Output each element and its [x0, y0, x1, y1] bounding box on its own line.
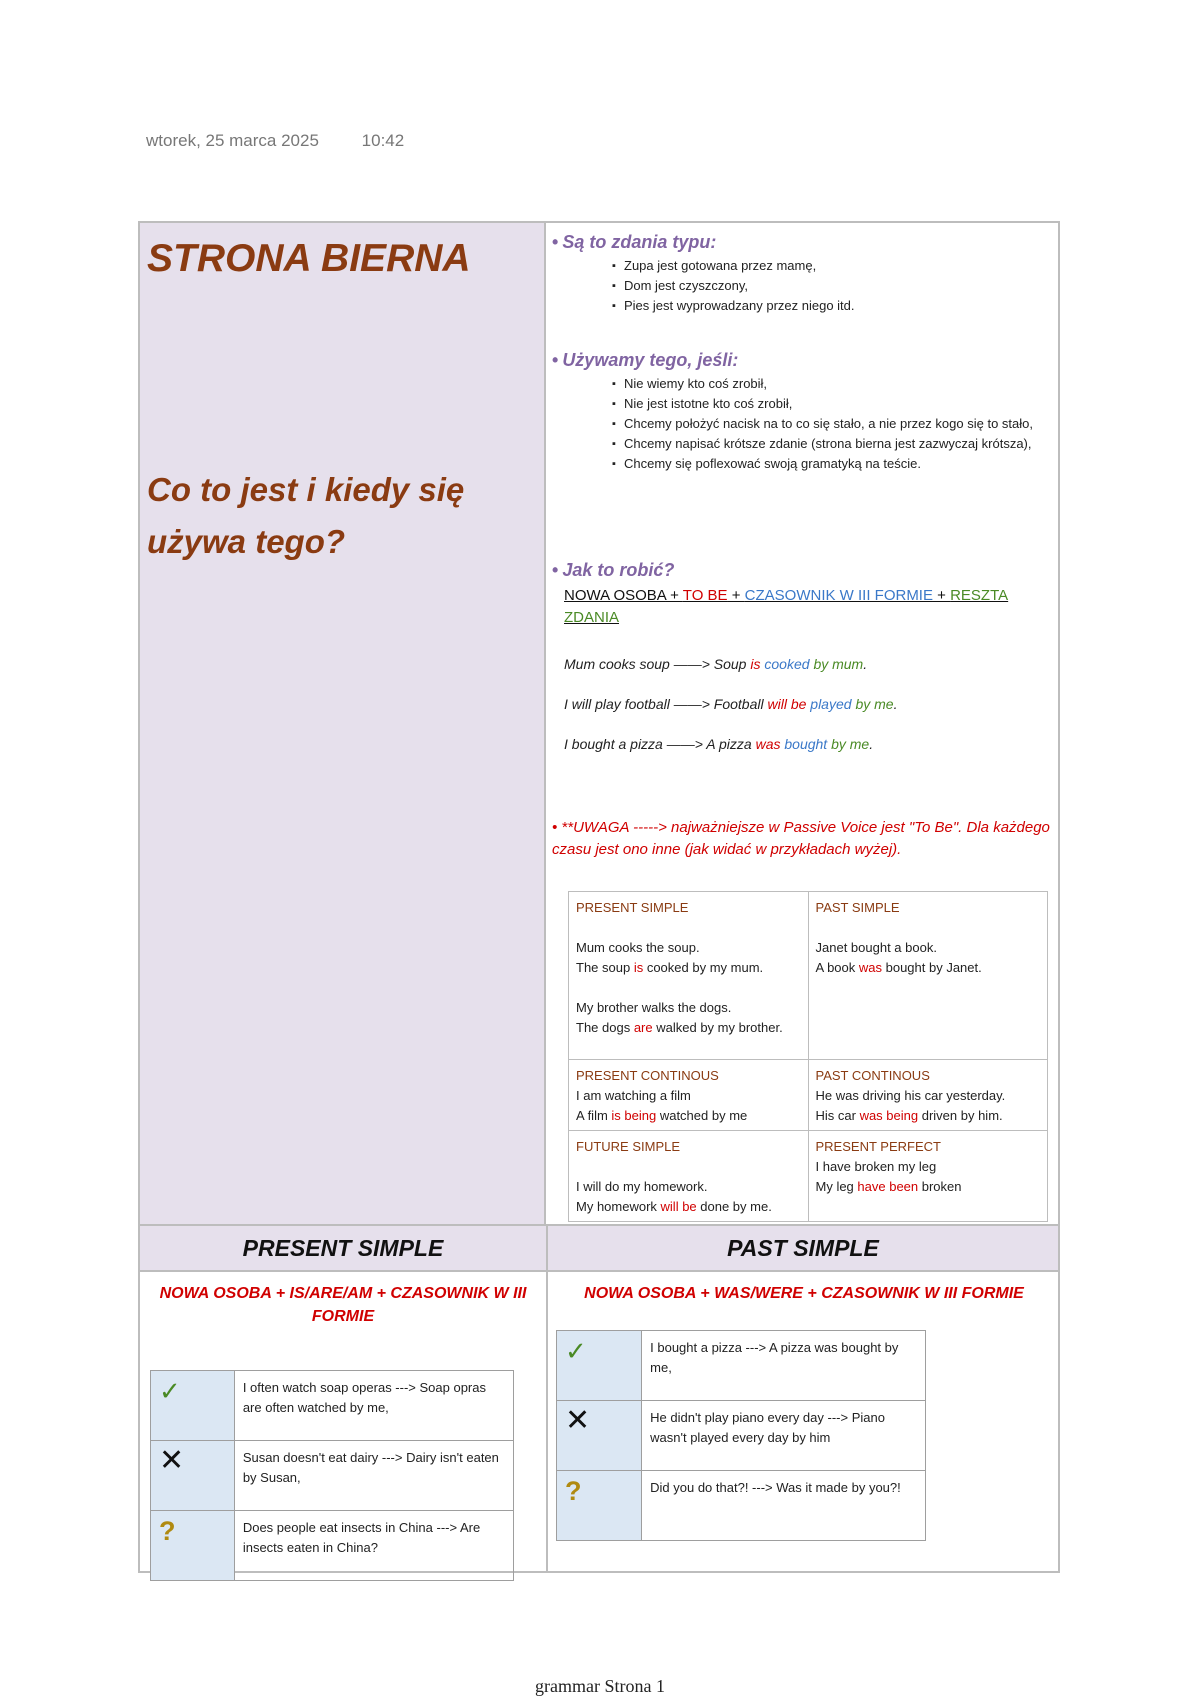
past-simple-rule: NOWA OSOBA + WAS/WERE + CZASOWNIK W III FORMIE	[584, 1285, 1024, 1302]
section-heading: • Są to zdania typu:	[552, 232, 717, 252]
check-icon: ✓	[151, 1371, 235, 1441]
cross-icon: ✕	[557, 1401, 642, 1471]
grammar-table	[138, 221, 1060, 1573]
bullet-icon: •	[552, 350, 559, 370]
note-time: 10:42	[361, 131, 405, 150]
bullet-icon: •	[552, 560, 559, 580]
section-howto	[552, 560, 674, 581]
tense-cell-present-simple: PRESENT SIMPLE Mum cooks the soup. The soup is cooked by my mum. My brother walks the dogs. The dogs are walked by my brother.	[569, 892, 809, 1060]
tense-cell-past-simple: PAST SIMPLE Janet bought a book. A book was bought by Janet.	[808, 892, 1048, 1060]
question-icon: ?	[557, 1471, 642, 1541]
passive-formula: NOWA OSOBA + TO BE + CZASOWNIK W III FORMIE + RESZTA ZDANIA	[564, 587, 1009, 626]
past-examples-table	[556, 1330, 926, 1541]
types-list	[612, 256, 1042, 316]
left-title-cell	[140, 223, 546, 1226]
list-item: ▪ Dom jest czyszczony,	[612, 276, 1042, 296]
usage-list	[612, 374, 1042, 474]
list-item: ▪ Pies jest wyprowadzany przez niego itd.	[612, 296, 1042, 316]
past-simple-heading: PAST SIMPLE	[727, 1235, 879, 1261]
section-types	[552, 232, 1042, 316]
note-datetime	[146, 131, 404, 151]
example-line: I will play football ——> Football will be played by me.	[564, 696, 898, 712]
page-footer: grammar Strona 1	[535, 1676, 665, 1696]
example-text: He didn't play piano every day ---> Piano wasn't played every day by him	[642, 1401, 926, 1471]
section-usage	[552, 350, 1042, 474]
section-heading: • Używamy tego, jeśli:	[552, 350, 739, 370]
list-item: ▪ Nie wiemy kto coś zrobił,	[612, 374, 1042, 394]
list-item: ▪ Chcemy napisać krótsze zdanie (strona bierna jest zazwyczaj krótsza),	[612, 434, 1042, 454]
tense-cell-present-continous: PRESENT CONTINOUS I am watching a film A film is being watched by me	[569, 1060, 809, 1131]
present-examples-table	[150, 1370, 514, 1581]
tense-cell-present-perfect: PRESENT PERFECT I have broken my leg My leg have been broken	[808, 1131, 1048, 1222]
note-date: wtorek, 25 marca 2025	[146, 131, 319, 150]
cross-icon: ✕	[151, 1441, 235, 1511]
tense-cell-future-simple: FUTURE SIMPLE I will do my homework. My homework will be done by me.	[569, 1131, 809, 1222]
example-line: I bought a pizza ——> A pizza was bought by me.	[564, 736, 874, 752]
list-item: ▪ Zupa jest gotowana przez mamę,	[612, 256, 1042, 276]
example-text: Does people eat insects in China ---> Are insects eaten in China?	[234, 1511, 513, 1581]
example-text: Susan doesn't eat dairy ---> Dairy isn't eaten by Susan,	[234, 1441, 513, 1511]
list-item: ▪ Nie jest istotne kto coś zrobił,	[612, 394, 1042, 414]
present-simple-rule: NOWA OSOBA + IS/ARE/AM + CZASOWNIK W III FORMIE	[159, 1285, 527, 1325]
question-icon: ?	[151, 1511, 235, 1581]
tense-header-row	[140, 1226, 1058, 1272]
example-line: Mum cooks soup ——> Soup is cooked by mum.	[564, 656, 868, 672]
example-text: I often watch soap operas ---> Soap opras are often watched by me,	[234, 1371, 513, 1441]
bullet-icon: •	[552, 819, 562, 836]
example-text: I bought a pizza ---> A pizza was bought by me,	[642, 1331, 926, 1401]
section-heading: • Jak to robić?	[552, 560, 675, 580]
list-item: ▪ Chcemy położyć nacisk na to co się stało, a nie przez kogo się to stało,	[612, 414, 1042, 434]
tenses-table	[568, 891, 1048, 1222]
main-title: STRONA BIERNA	[147, 237, 471, 280]
bullet-icon: •	[552, 232, 559, 252]
present-simple-heading: PRESENT SIMPLE	[242, 1235, 444, 1261]
right-content-cell	[546, 223, 1058, 1226]
warning-note: • **UWAGA -----> najważniejsze w Passive Voice jest "To Be". Dla każdego czasu jest ono inne (jak widać w przykładach wyżej).	[552, 819, 1050, 858]
check-icon: ✓	[557, 1331, 642, 1401]
example-text: Did you do that?! ---> Was it made by you?!	[642, 1471, 926, 1541]
tense-cell-past-continous: PAST CONTINOUS He was driving his car yesterday. His car was being driven by him.	[808, 1060, 1048, 1131]
list-item: ▪ Chcemy się poflexować swoją gramatyką na teście.	[612, 454, 1042, 474]
subtitle: Co to jest i kiedy się używa tego?	[147, 471, 465, 560]
